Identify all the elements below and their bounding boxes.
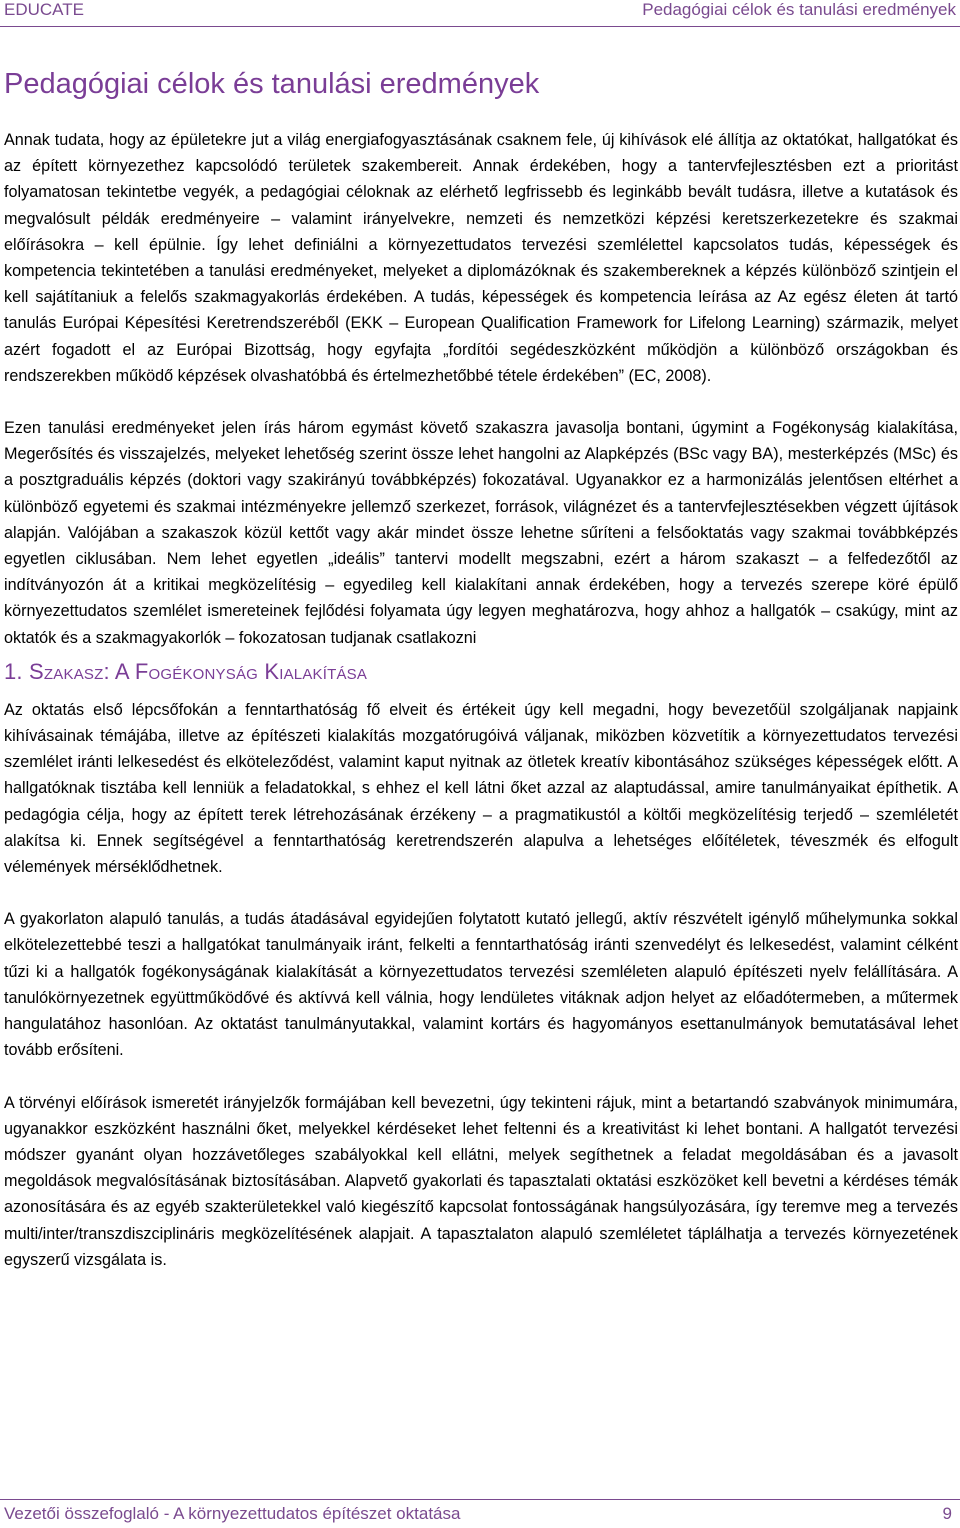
paragraph-regulations: A törvényi előírások ismeretét irányjelzők formájában kell bevezetni, úgy tekinteni rájuk, mint a betartandó szabványok minimumára, ugyanakkor eszközként használni őket, melyekkel kérdéseket lehet feltenni és a kreativitást ki lehet bontani. A hallgatót tervezési módszer gyanánt olyan hozzávetőleges szabályokkal kell ellátni, melyek segíthetnek a feladat megoldásában és a javasolt megoldások megvalósításának biztosításában. Alapvető gyakorlati és tapasztalati oktatási eszközöket kell bevetni a kérdéses témák azonosítására és az egyéb szakterületekkel való kiegészítő kapcsolat fontosságának hangsúlyozására, így teremve meg a tervezés multi/inter/transzdiszciplináris megközelítésének alapjait. A tapasztalaton alapuló szemléletet táplálhatja a tervezés környezetének egyszerű vizsgálata is. <box>4 1093 958 1269</box>
footer-document-title: Vezetői összefoglaló - A környezettudatos építészet oktatása <box>4 1504 461 1523</box>
paragraph-stage1-goals: Az oktatás első lépcsőfokán a fenntarthatóság fő elveit és értékeit úgy kell megadni, hogy bevezetőül szolgáljanak napjaink kihívásainak témájába, illetve az építészeti kialakítás mozgatórugóivá váljanak, miközben közvetítik a környezettudatos tervezési szemlélet iránti lelkesedést és elköteleződést, valamint kaput nyitnak az ötletek kreatív kibontásához szükséges képességek előtt. A hallgatóknak tisztába kell lenniük a feladatokkal, s ehhez el kell látni őket azzal az alaptudással, amire tanulmányaikat építhetik. A pedagógia célja, hogy az épített terek létrehozásának érzékeny – a pragmatikustól a költői megközelítésig terjedő – szemléletét alakítsa ki. Ennek segítségével a fenntarthatóság keretrendszerén alapulva a lehetséges előítéletek, téveszmék és elfogult vélemények mérséklődhetnek. <box>4 700 958 877</box>
page-number: 9 <box>942 1504 952 1523</box>
paragraph-practice-learning: A gyakorlaton alapuló tanulás, a tudás átadásával egyidejűen folytatott kutató jellegű, aktív részvételt igénylő műhelymunka sokkal elkötelezettebbé teszi a hallgatókat tanulmányaik iránt, felkelti a fenntarthatóság iránti szenvedélyt és lelkesedést, valamint célként tűzi ki a hallgatók fogékonyságának kialakítását a környezettudatos tervezési szemléleten alapuló építészeti nyelv felállítására. A tanulókörnyezetnek együttműködővé és aktívvá kell válnia, hogy lendületes vitáknak adjon helyet az előadótermeben, a műtermek hangulatához hasonlóan. Az oktatást tanulmányutakkal, valamint kortárs és hagyományos esettanulmányok bemutatásával lehet tovább erősíteni. <box>4 910 958 1060</box>
section-heading: 1. Szakasz: A Fogékonyság Kialakítása <box>4 658 368 684</box>
paragraph-stages: Ezen tanulási eredményeket jelen írás három egymást követő szakaszra javasolja bontani, úgymint a Fogékonyság kialakítása, Megerősítés és visszajelzés, melyeket lehetőség szerint össze lehet hangolni az Alapképzés (BSc vagy BA), mesterképzés (MSc) és a posztgraduális képzés (doktori vagy szakirányú továbbképzés) fokozatával. Ugyanakkor ez a harmonizálás jelentősen eltérhet a különböző egyetemi és szakmai intézményekre jellemző szerkezet, források, világnézet és a tantervfejlesztésekben végzett újítások alapján. Valójában a szakaszok közül kettőt vagy akár mindet össze lehetne sűríteni a felsőoktatás vagy szakmai továbbképzés egyetlen ciklusában. Nem lehet egyetlen „ideális” tantervi modellt megszabni, ezért a három szakaszt – a felfedezőtől az indítványozón át a kritikai megközelítésig – egyedileg kell kialakítani annak érdekében, hogy a tervezés szerepe köré épülő környezettudatos szemlélet ismereteinek fejlődési folyamata úgy legyen meghatározva, hogy ahhoz a hallgatók – csakúgy, mint az oktatók és a szakmagyakorlók – fokozatosan tudjanak csatlakozni <box>4 419 958 647</box>
page-footer <box>0 1499 960 1528</box>
page-title: Pedagógiai célok és tanulási eredmények <box>4 68 540 100</box>
header-brand: EDUCATE <box>4 0 84 19</box>
paragraph-intro: Annak tudata, hogy az épületekre jut a világ energiafogyasztásának csaknem fele, új kihívások elé állítja az oktatókat, hallgatókat és az épített környezethez kapcsolódó területek szakembereit. Annak érdekében, hogy a tantervfejlesztésben ezt a prioritást folyamatosan tekintetbe vegyék, a pedagógiai céloknak az elérhető legfrissebb és leginkább bevált tudásra, illetve a kutatások és megvalósult példák eredményeire – valamint irányelvekre, nemzeti és nemzetközi képzési keretszerkezetekre és szakmai előírásokra – kell épülnie. Így lehet definiálni a környezettudatos tervezési szemlélettel kapcsolatos tudás, képességek és kompetencia tekintetében a tanulási eredményeket, melyeket a diplomázóknak és szakembereknek a képzés különböző szintjein el kell sajátítaniuk a felelős szakmagyakorlás érdekében. A tudás, képességek és kompetencia leírása az Az egész életen át tartó tanulás Európai Képesítési Keretrendszeréből (EKK – European Qualification Framework for Lifelong Learning) származik, melyet azért fogadott el az Európai Bizottság, hogy egyfajta „fordítói segédeszközként működjön a különböző országokban és rendszerekben működő képzések olvashatóbbá és értelmezhetőbbé tétele érdekében” (EC, 2008). <box>4 131 958 385</box>
page-header <box>0 0 960 27</box>
header-running-title: Pedagógiai célok és tanulási eredmények <box>642 0 956 19</box>
document-body <box>4 127 958 1273</box>
